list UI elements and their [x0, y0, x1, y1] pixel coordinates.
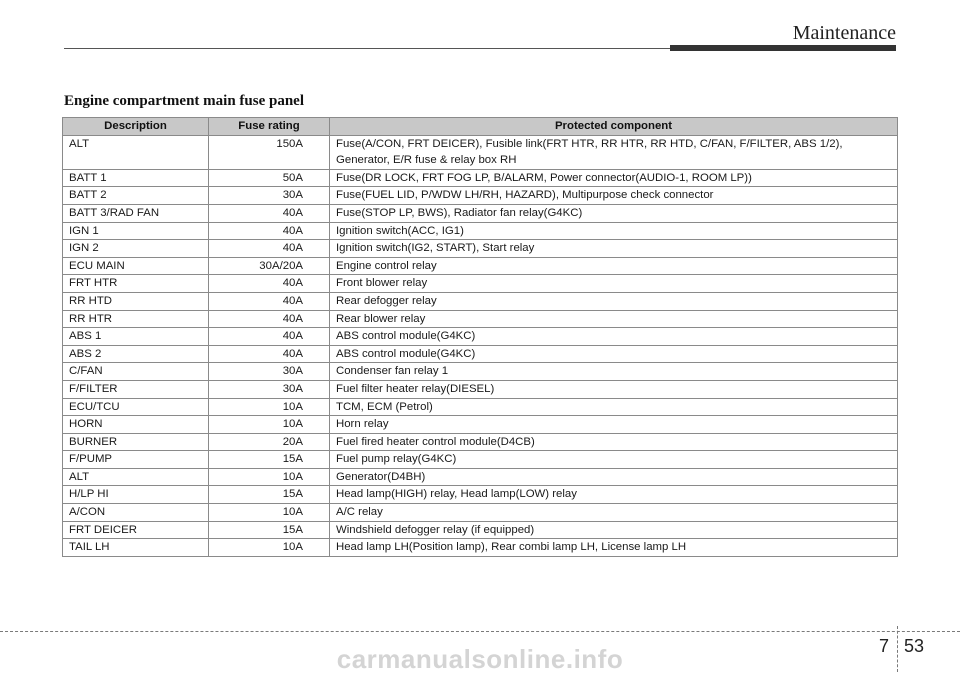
cell-fuse-rating: 40A	[209, 292, 330, 310]
cell-protected-component	[330, 504, 898, 522]
cell-protected-component	[330, 345, 898, 363]
column-header-protected-component: Protected component	[330, 118, 898, 136]
component-line: ABS control module(G4KC)	[336, 347, 476, 360]
cell-protected-component	[330, 310, 898, 328]
cell-description: IGN 1	[63, 222, 209, 240]
page-number: 53	[904, 636, 925, 656]
table-row	[63, 345, 898, 363]
cell-fuse-rating: 40A	[209, 328, 330, 346]
cell-description: BATT 3/RAD FAN	[63, 204, 209, 222]
table-row	[63, 169, 898, 187]
column-header-fuse-rating: Fuse rating	[209, 118, 330, 136]
table-row	[63, 398, 898, 416]
cell-fuse-rating: 40A	[209, 204, 330, 222]
table-row	[63, 222, 898, 240]
cell-fuse-rating: 40A	[209, 240, 330, 258]
cell-protected-component	[330, 486, 898, 504]
cell-fuse-rating: 40A	[209, 222, 330, 240]
table-row	[63, 451, 898, 469]
cell-description: HORN	[63, 416, 209, 434]
cell-fuse-rating: 15A	[209, 521, 330, 539]
component-line: Head lamp LH(Position lamp), Rear combi lamp LH, License lamp LH	[336, 541, 687, 554]
footer-dashed-rule	[0, 631, 960, 632]
component-line: Generator, E/R fuse & relay box RH	[336, 154, 517, 167]
header-rule-thick	[670, 45, 896, 51]
table-header-row	[63, 118, 898, 136]
component-line: Engine control relay	[336, 259, 437, 272]
cell-fuse-rating: 10A	[209, 504, 330, 522]
cell-protected-component	[330, 275, 898, 293]
cell-protected-component	[330, 363, 898, 381]
component-line: Rear blower relay	[336, 312, 426, 325]
component-line: Fuel pump relay(G4KC)	[336, 453, 457, 466]
component-line: Fuse(FUEL LID, P/WDW LH/RH, HAZARD), Multipurpose check connector	[336, 189, 714, 202]
component-line: Horn relay	[336, 418, 389, 431]
fuse-table	[62, 117, 898, 557]
cell-fuse-rating: 150A	[209, 135, 330, 169]
cell-fuse-rating: 30A	[209, 380, 330, 398]
cell-protected-component	[330, 240, 898, 258]
cell-protected-component	[330, 433, 898, 451]
component-line: Rear defogger relay	[336, 294, 437, 307]
cell-description: ABS 1	[63, 328, 209, 346]
component-line: Windshield defogger relay (if equipped)	[336, 523, 535, 536]
table-row	[63, 363, 898, 381]
table-row	[63, 328, 898, 346]
table-row	[63, 204, 898, 222]
cell-protected-component	[330, 468, 898, 486]
cell-protected-component	[330, 451, 898, 469]
cell-protected-component	[330, 135, 898, 169]
table-row	[63, 539, 898, 557]
page-header-title: Maintenance	[792, 22, 896, 44]
cell-fuse-rating: 30A/20A	[209, 257, 330, 275]
cell-fuse-rating: 50A	[209, 169, 330, 187]
component-line: Head lamp(HIGH) relay, Head lamp(LOW) relay	[336, 488, 577, 501]
component-line: Condenser fan relay 1	[336, 365, 449, 378]
table-row	[63, 433, 898, 451]
table-row	[63, 468, 898, 486]
cell-protected-component	[330, 222, 898, 240]
component-line: Ignition switch(IG2, START), Start relay	[336, 242, 535, 255]
cell-description: ALT	[63, 135, 209, 169]
component-line: Fuse(A/CON, FRT DEICER), Fusible link(FRT HTR, RR HTR, RR HTD, C/FAN, F/FILTER, ABS 1/2),	[336, 137, 843, 150]
column-header-description: Description	[63, 118, 209, 136]
cell-description: BURNER	[63, 433, 209, 451]
component-line: A/C relay	[336, 506, 383, 519]
cell-protected-component	[330, 328, 898, 346]
component-line: Fuel fired heater control module(D4CB)	[336, 435, 535, 448]
cell-description: TAIL LH	[63, 539, 209, 557]
cell-description: ABS 2	[63, 345, 209, 363]
cell-fuse-rating: 40A	[209, 345, 330, 363]
cell-fuse-rating: 15A	[209, 451, 330, 469]
cell-protected-component	[330, 416, 898, 434]
cell-description: A/CON	[63, 504, 209, 522]
cell-description: FRT DEICER	[63, 521, 209, 539]
cell-description: ECU/TCU	[63, 398, 209, 416]
table-row	[63, 187, 898, 205]
cell-fuse-rating: 10A	[209, 416, 330, 434]
cell-protected-component	[330, 521, 898, 539]
component-line: Fuse(STOP LP, BWS), Radiator fan relay(G4KC)	[336, 206, 583, 219]
component-line: Ignition switch(ACC, IG1)	[336, 224, 464, 237]
table-row	[63, 521, 898, 539]
table-row	[63, 292, 898, 310]
cell-protected-component	[330, 257, 898, 275]
table-row	[63, 310, 898, 328]
watermark-text: carmanualsonline.info	[336, 644, 624, 674]
table-row	[63, 416, 898, 434]
cell-description: BATT 2	[63, 187, 209, 205]
component-line: Front blower relay	[336, 277, 428, 290]
cell-description: F/PUMP	[63, 451, 209, 469]
table-row	[63, 257, 898, 275]
cell-protected-component	[330, 292, 898, 310]
table-row	[63, 486, 898, 504]
cell-description: H/LP HI	[63, 486, 209, 504]
cell-fuse-rating: 10A	[209, 539, 330, 557]
component-line: ABS control module(G4KC)	[336, 330, 476, 343]
cell-fuse-rating: 30A	[209, 363, 330, 381]
cell-fuse-rating: 40A	[209, 275, 330, 293]
cell-protected-component	[330, 187, 898, 205]
cell-description: C/FAN	[63, 363, 209, 381]
cell-fuse-rating: 40A	[209, 310, 330, 328]
fuse-table-body	[63, 135, 898, 556]
cell-fuse-rating: 15A	[209, 486, 330, 504]
cell-description: ALT	[63, 468, 209, 486]
cell-description: FRT HTR	[63, 275, 209, 293]
cell-description: ECU MAIN	[63, 257, 209, 275]
table-row	[63, 504, 898, 522]
component-line: Fuel filter heater relay(DIESEL)	[336, 382, 495, 395]
cell-protected-component	[330, 169, 898, 187]
table-row	[63, 380, 898, 398]
component-line: TCM, ECM (Petrol)	[336, 400, 433, 413]
cell-protected-component	[330, 380, 898, 398]
component-line: Fuse(DR LOCK, FRT FOG LP, B/ALARM, Power connector(AUDIO-1, ROOM LP))	[336, 171, 752, 184]
header-rule-thin	[64, 48, 764, 49]
cell-fuse-rating: 10A	[209, 398, 330, 416]
cell-protected-component	[330, 398, 898, 416]
cell-description: BATT 1	[63, 169, 209, 187]
table-row	[63, 240, 898, 258]
cell-fuse-rating: 30A	[209, 187, 330, 205]
chapter-number: 7	[879, 636, 890, 656]
section-title: Engine compartment main fuse panel	[64, 93, 304, 109]
cell-description: IGN 2	[63, 240, 209, 258]
table-row	[63, 275, 898, 293]
cell-protected-component	[330, 539, 898, 557]
cell-description: RR HTR	[63, 310, 209, 328]
cell-description: F/FILTER	[63, 380, 209, 398]
cell-protected-component	[330, 204, 898, 222]
component-line: Generator(D4BH)	[336, 470, 426, 483]
cell-description: RR HTD	[63, 292, 209, 310]
table-row	[63, 135, 898, 169]
cell-fuse-rating: 20A	[209, 433, 330, 451]
cell-fuse-rating: 10A	[209, 468, 330, 486]
